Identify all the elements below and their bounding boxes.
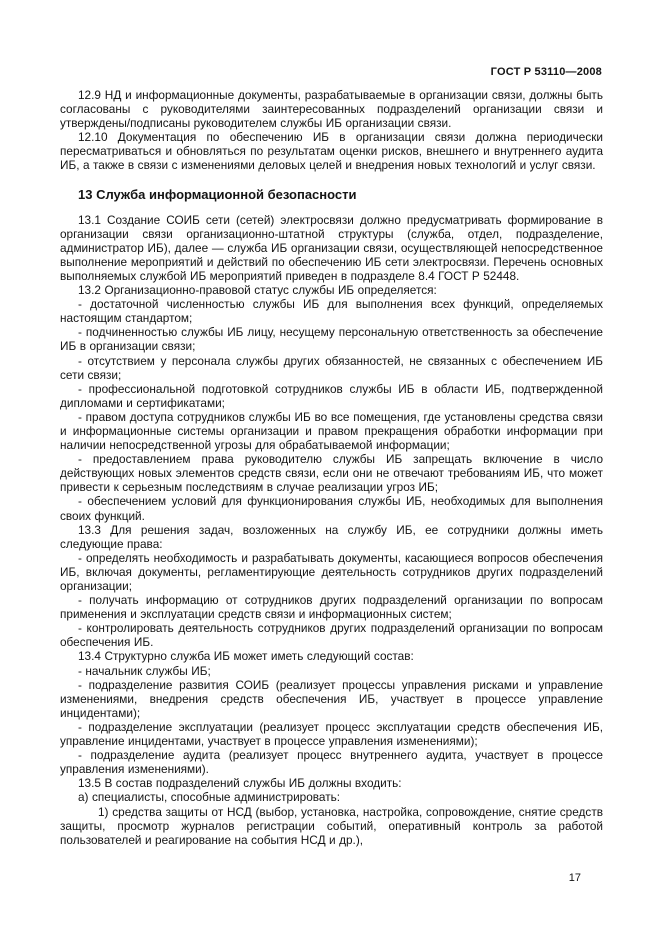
paragraph: - определять необходимость и разрабатывать документы, касающиеся вопросов обеспечения ИБ, включая документы, регламентирующие деятельность сотрудников других подразделений организации; — [60, 550, 603, 593]
paragraph: 13.4 Структурно служба ИБ может иметь следующий состав: — [78, 649, 414, 664]
paragraph: - начальник службы ИБ; — [78, 663, 211, 678]
paragraph: - достаточной численностью службы ИБ для выполнения всех функций, определяемых настоящим стандартом; — [60, 297, 603, 326]
paragraph: - контролировать деятельность сотрудников других подразделений организации по вопросам обеспечения ИБ. — [60, 621, 603, 650]
page-number: 17 — [568, 872, 581, 884]
paragraph: 1) средства защиты от НСД (выбор, установка, настройка, сопровождение, снятие средств защиты, просмотр журналов регистрации событий, оперативный контроль за работой пользователей и реагирование на события НСД и др.), — [60, 804, 603, 847]
paragraph: 12.9 НД и информационные документы, разрабатываемые в организации связи, должны быть согласованы с руководителями заинтересованных подразделений организации связи и утверждены/подписаны руководителем службы ИБ организации связи. — [60, 88, 603, 131]
document-body — [60, 88, 603, 847]
paragraph: 13.1 Создание СОИБ сети (сетей) электросвязи должно предусматривать формирование в организации связи организационно-штатной структуры (служба, отдел, подразделение, администратор ИБ), далее — служба ИБ организации связи, осуществляющей непосредственное выполнение мероприятий и действий по обеспечению ИБ сети электросвязи. Перечень основных выполняемых службой ИБ мероприятий приведен в подразделе 8.4 ГОСТ Р 52448. — [60, 212, 603, 283]
paragraph: - предоставлением права руководителю службы ИБ запрещать включение в число действующих новых элементов средств связи, если они не отвечают требованиям ИБ, что может привести к серьезным последствиям в случае реализации угроз ИБ; — [60, 452, 603, 495]
paragraph: - подразделение эксплуатации (реализует процесс эксплуатации средств обеспечения ИБ, управление инцидентами, участвует в процессе управления изменениями); — [60, 719, 603, 749]
paragraph: - обеспечением условий для функционирования службы ИБ, необходимых для выполнения своих функций. — [60, 494, 603, 523]
paragraph: - подразделение развития СОИБ (реализует процессы управления рисками и управление изменениями, внедрения средств обеспечения ИБ, участвует в процессе управление инцидентами); — [60, 677, 603, 720]
paragraph: 13.3 Для решения задач, возложенных на службу ИБ, ее сотрудники должны иметь следующие права: — [60, 522, 603, 551]
section-heading: 13 Служба информационной безопасности — [78, 186, 357, 202]
paragraph: - подразделение аудита (реализует процесс внутреннего аудита, участвует в процессе управления изменениями). — [60, 748, 603, 777]
paragraph: 12.10 Документация по обеспечению ИБ в организации связи должна периодически пересматриваться и обновляться по результатам оценки рисков, внешнего и внутреннего аудита ИБ, а также в связи с изменениями деловых целей и внедрения новых технологий и услуг связи. — [60, 130, 603, 173]
paragraph: - правом доступа сотрудников службы ИБ во все помещения, где установлены средства связи и информационные системы организации и правом прекращения обработки информации при наличии непосредственной угрозы для обрабатываемой информации; — [60, 409, 603, 453]
paragraph: 13.5 В состав подразделений службы ИБ должны входить: — [78, 776, 402, 791]
standard-reference: ГОСТ Р 53110—2008 — [490, 66, 602, 78]
paragraph: а) специалисты, способные администрировать: — [78, 790, 341, 805]
paragraph: - подчиненностью службы ИБ лицу, несущему персональную ответственность за обеспечение ИБ в организации связи; — [60, 325, 603, 354]
paragraph: - получать информацию от сотрудников других подразделений организации по вопросам применения и эксплуатации средств связи и информационных систем; — [60, 593, 603, 622]
paragraph: 13.2 Организационно-правовой статус службы ИБ определяется: — [78, 283, 437, 298]
paragraph: - профессиональной подготовкой сотрудников службы ИБ в области ИБ, подтвержденной дипломами и сертификатами; — [60, 381, 603, 410]
paragraph: - отсутствием у персонала службы других обязанностей, не связанных с обеспечением ИБ сети связи; — [60, 353, 603, 382]
